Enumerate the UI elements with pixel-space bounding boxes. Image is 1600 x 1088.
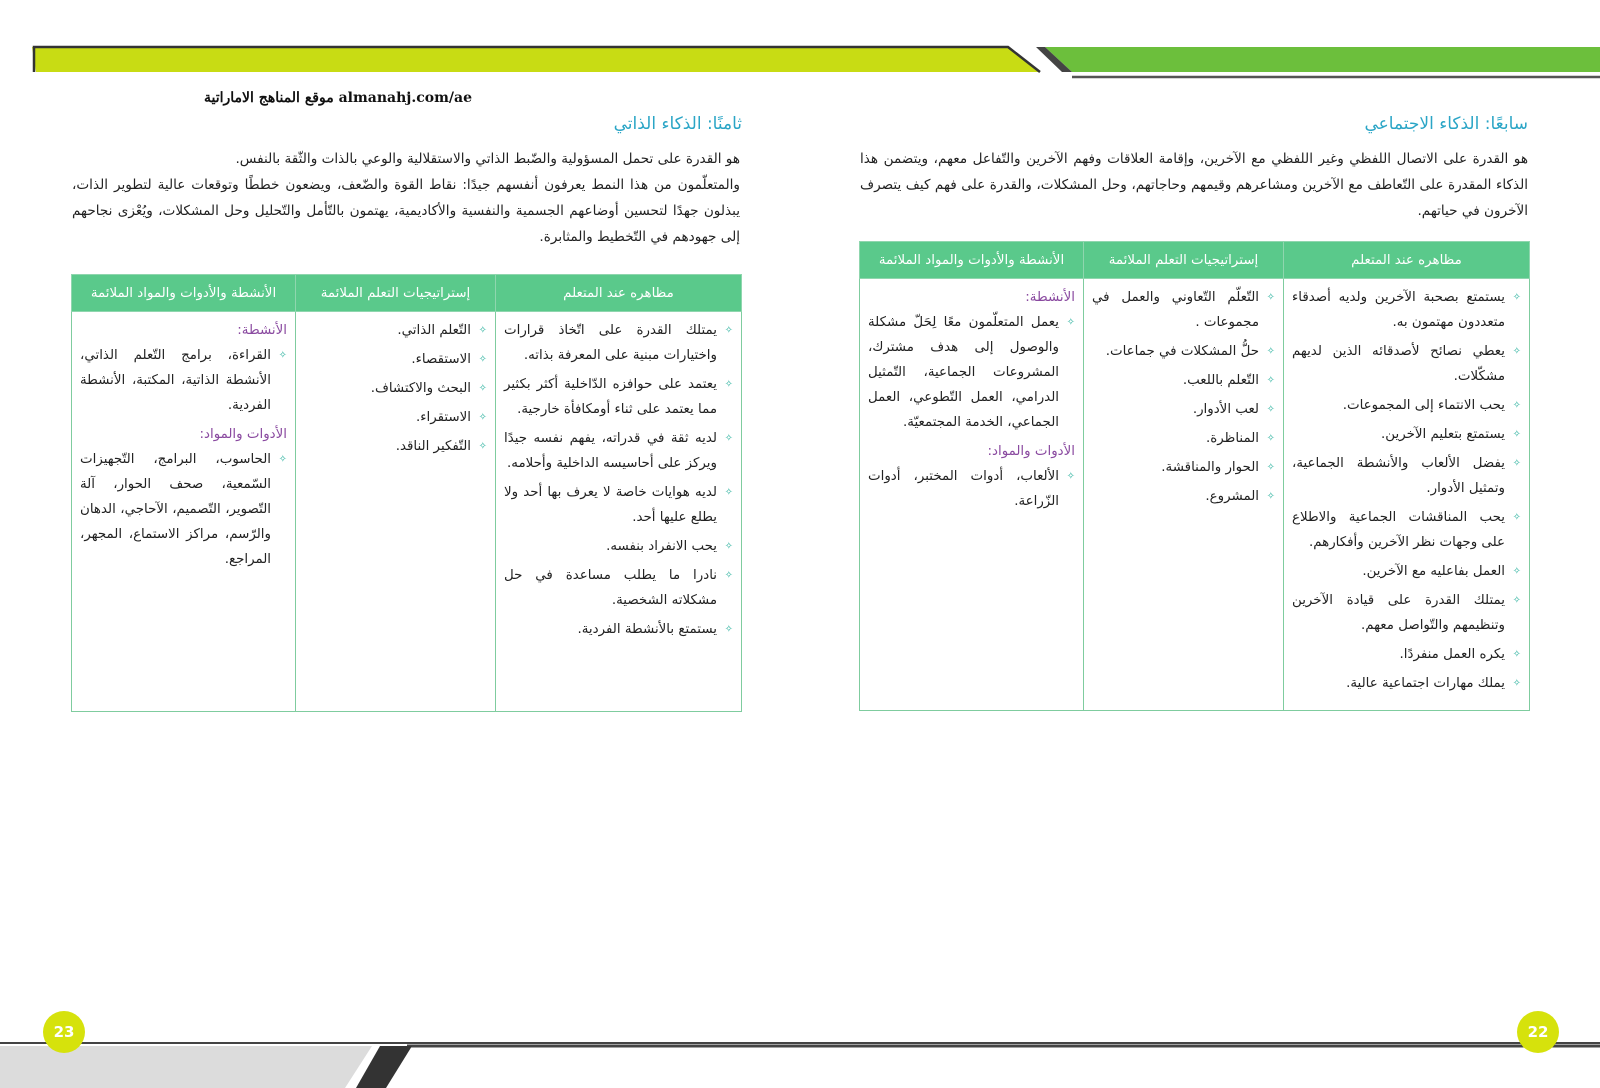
left-intro-text-2: والمتعلّمون من هذا النمط يعرفون أنفسهم جيدًا: نقاط القوة والضّعف، ويضعون خططًا وتوقعات عالية لتطوير الذات، يبذلون جهدًا لتحسين أوضاعهم الجسمية والنفسية والأكاديمية، يهتمون بالتّأمل والتّحليل وحل المشكلات، ويُعْزى نجاحهم إلى جهودهم في التّخطيط والمثابرة. (72, 177, 740, 245)
list-item: ✧ لديه هوايات خاصة لا يعرف بها أحد ولا يطلع عليها أحد. (504, 480, 733, 530)
list-item: ✧ يعطي نصائح لأصدقائه الذين لديهم مشكّلات. (1292, 339, 1521, 389)
left-section-title: ثامنًا: الذكاء الذاتي (613, 114, 742, 134)
list-item: ✧ التّعلم باللعب. (1092, 368, 1275, 393)
activities-heading: الأنشطة: (237, 323, 287, 338)
left-activities-cell (72, 312, 296, 712)
list-item: ✧ لعب الأدوار. (1092, 397, 1275, 422)
top-left-band (32, 47, 1040, 72)
list-item: ✧ التّفكير الناقد. (304, 434, 487, 459)
list-item: ✧ يملك مهارات اجتماعية عالية. (1292, 671, 1521, 696)
left-table (71, 274, 742, 712)
list-item: ✧ يحب الانتماء إلى المجموعات. (1292, 393, 1521, 418)
list-item: ✧ يعتمد على حوافزه الدّاخلية أكثر بكثير مما يعتمد على ثناء أومكافأة خارجية. (504, 372, 733, 422)
list-item: ✧ الألعاب، أدوات المختبر، أدوات الزّراعة. (868, 464, 1075, 514)
list-item: ✧ يستمتع بتعليم الآخرين. (1292, 422, 1521, 447)
right-section-title: سابعًا: الذكاء الاجتماعي (1364, 114, 1528, 134)
left-header-activities: الأنشطة والأدوات والمواد الملائمة (72, 275, 296, 312)
left-intro (72, 146, 740, 250)
page-number-right: 22 (1517, 1011, 1559, 1053)
list-item: ✧ نادرا ما يطلب مساعدة في حل مشكلاته الشخصية. (504, 563, 733, 613)
list-item: ✧ الاستقراء. (304, 405, 487, 430)
list-item: ✧ يمتلك القدرة على قيادة الآخرين وتنظيمهم والتّواصل معهم. (1292, 588, 1521, 638)
list-item: ✧ القراءة، برامج التّعلم الذاتي، الأنشطة الذاتية، المكتبة، الأنشطة الفردية. (80, 343, 287, 418)
list-item: ✧ يفضل الألعاب والأنشطة الجماعية، وتمثيل الأدوار. (1292, 451, 1521, 501)
list-item: ✧ يحب المناقشات الجماعية والاطلاع على وجهات نظر الآخرين وأفكارهم. (1292, 505, 1521, 555)
tools-heading: الأدوات والمواد: (987, 444, 1075, 459)
right-table (859, 241, 1530, 711)
list-item: ✧ البحث والاكتشاف. (304, 376, 487, 401)
right-intro-text: هو القدرة على الاتصال اللفظي وغير اللفظي مع الآخرين، وإقامة العلاقات وفهم الآخرين والتّفاعل معهم، ويتضمن هذا الذكاء المقدرة على التّعاطف مع الآخرين ومشاعرهم وقيمهم وحاجاتهم، وحل المشكلات، والقدرة على فهم كيف يتصرف الآخرون في حياتهم. (860, 151, 1528, 219)
list-item: ✧ يكره العمل منفردًا. (1292, 642, 1521, 667)
top-right-band (1045, 47, 1600, 72)
left-intro-text-1: هو القدرة على تحمل المسؤولية والضّبط الذاتي والاستقلالية والوعي بالذات والثّقة بالنفس. (235, 151, 740, 167)
list-item: ✧ الاستقصاء. (304, 347, 487, 372)
left-header-strategies: إستراتيجيات التعلم الملائمة (296, 275, 496, 312)
list-item: ✧ العمل بفاعليه مع الآخرين. (1292, 559, 1521, 584)
list-item: ✧ الحاسوب، البرامج، التّجهيزات السّمعية، صحف الحوار، آلة التّصوير، التّصميم، الآحاجي، الدهان والرّسم، مراكز الاستماع، المجهر، المراجع. (80, 447, 287, 572)
right-header-activities: الأنشطة والأدوات والمواد الملائمة (860, 242, 1084, 279)
bottom-left-band (0, 1046, 372, 1088)
list-item: ✧ لديه ثقة في قدراته، يفهم نفسه جيدًا ويركز على أحاسيسه الداخلية وأحلامه. (504, 426, 733, 476)
list-item: ✧ حلُّ المشكلات في جماعات. (1092, 339, 1275, 364)
page-number-left: 23 (43, 1011, 85, 1053)
list-item: ✧ يستمتع بصحبة الآخرين ولديه أصدقاء متعددون مهتمون به. (1292, 285, 1521, 335)
right-header-manifestations: مظاهره عند المتعلم (1284, 242, 1530, 279)
left-strategies-cell (296, 312, 496, 712)
list-item: ✧ يعمل المتعلّمون معًا لِحَلّ مشكلة والوصول إلى هدف مشترك، المشروعات الجماعية، التّمثيل الدرامي، العمل التّطوعي، العمل الجماعي، الخدمة المجتمعيّة. (868, 310, 1075, 435)
list-item: ✧ التّعلّم التّعاوني والعمل في مجموعات . (1092, 285, 1275, 335)
left-manifestations-cell (496, 312, 742, 712)
tools-heading: الأدوات والمواد: (199, 427, 287, 442)
right-activities-cell (860, 279, 1084, 711)
left-header-manifestations: مظاهره عند المتعلم (496, 275, 742, 312)
activities-heading: الأنشطة: (1025, 290, 1075, 305)
list-item: ✧ المناظرة. (1092, 426, 1275, 451)
right-manifestations-cell (1284, 279, 1530, 711)
list-item: ✧ الحوار والمناقشة. (1092, 455, 1275, 480)
right-intro (860, 146, 1528, 224)
list-item: ✧ يمتلك القدرة على اتّخاذ قرارات واختيارات مبنية على المعرفة بذاته. (504, 318, 733, 368)
list-item: ✧ المشروع. (1092, 484, 1275, 509)
list-item: ✧ يستمتع بالأنشطة الفردية. (504, 617, 733, 642)
website-label: موقع المناهج الاماراتية almanahj.com/ae (204, 90, 472, 106)
right-strategies-cell (1084, 279, 1284, 711)
list-item: ✧ يحب الانفراد بنفسه. (504, 534, 733, 559)
right-header-strategies: إستراتيجيات التعلم الملائمة (1084, 242, 1284, 279)
list-item: ✧ التّعلم الذاتي. (304, 318, 487, 343)
